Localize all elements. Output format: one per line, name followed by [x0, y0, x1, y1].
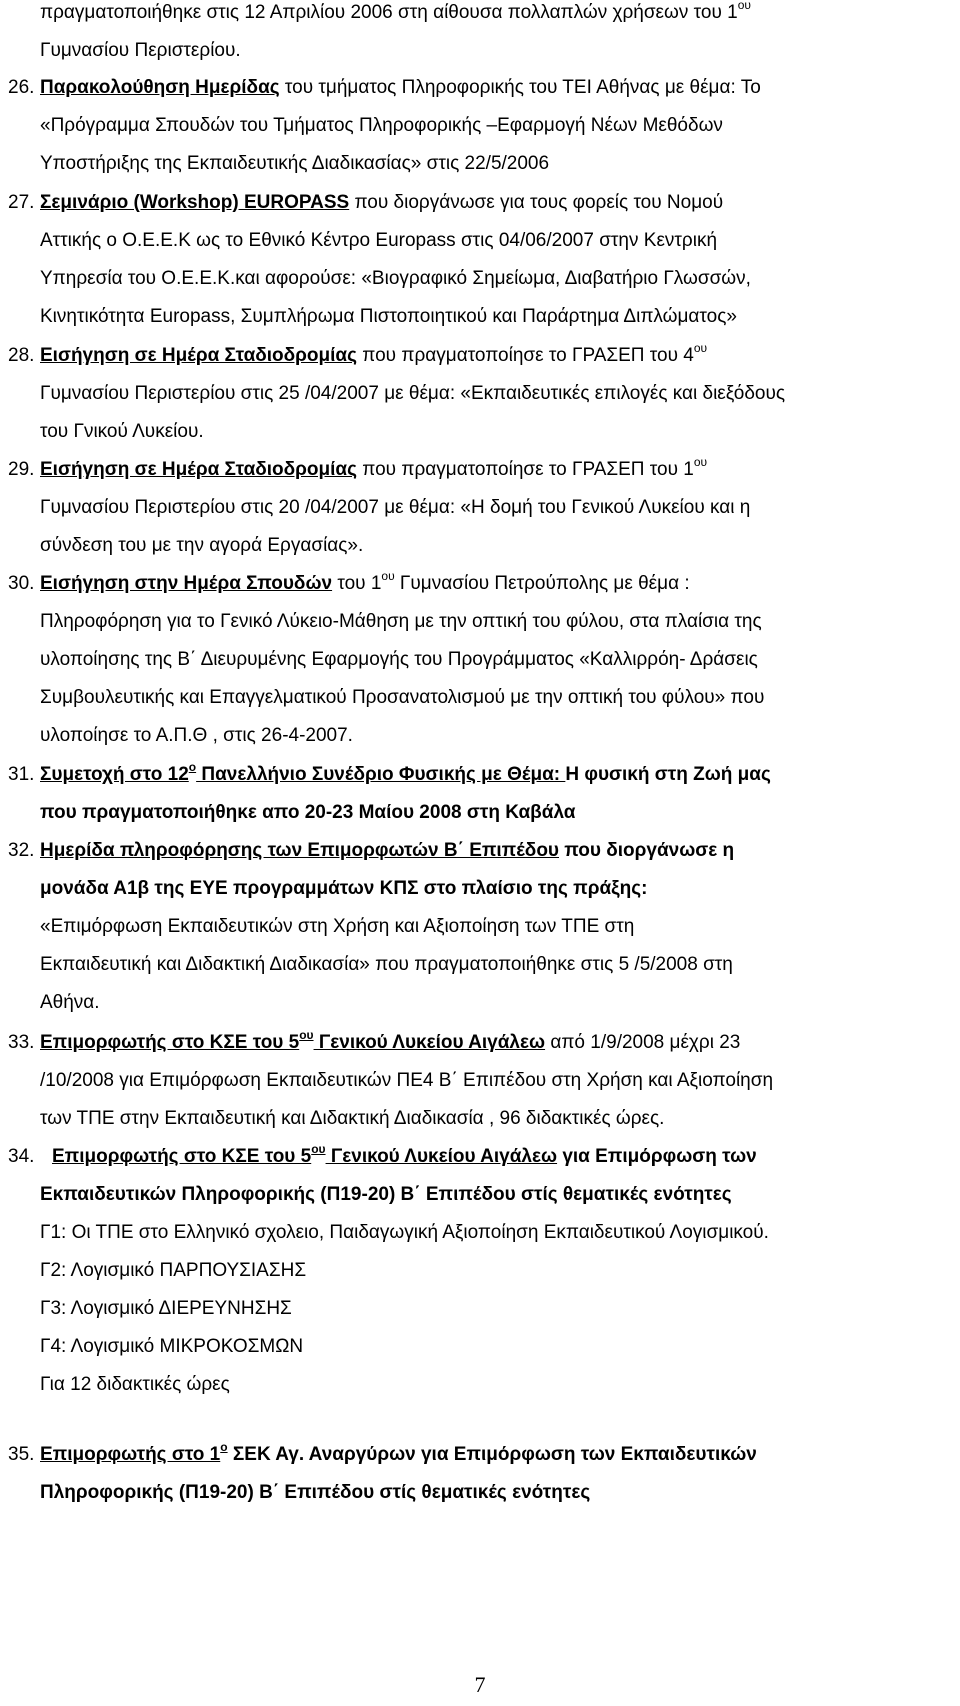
- text-line: Εισήγηση σε Ημέρα Σταδιοδρομίας που πραγματοποίησε το ΓΡΑΣΕΠ του $4^{o\upsilon}$: [40, 340, 708, 366]
- text-line: Επιμορφωτής στο ΚΣΕ του $5^{o\upsilon}$ Γενικού Λυκείου Αιγάλεω για Επιμόρφωση των: [52, 1141, 757, 1167]
- text-line: Γ2: Λογισμικό ΠΑΡΠΟΥΣΙΑΣΗΣ: [40, 1260, 307, 1281]
- item-lead: Εισήγηση σε Ημέρα Σταδιοδρομίας: [40, 345, 357, 366]
- item-number: 35.: [8, 1444, 35, 1465]
- superscript: ου: [693, 340, 708, 355]
- text-line: Εισήγηση στην Ημέρα Σπουδών του $1^{o\upsilon}$ Γυμνασίου Πετρούπολης με θέμα :: [40, 568, 690, 594]
- text-line: πραγματοποιήθηκε στις 12 Απριλίου 2006 στη αίθουσα πολλαπλών χρήσεων του $1^{o\upsilon}$: [40, 2, 751, 24]
- item-number: 28.: [8, 345, 35, 366]
- item-number: 32.: [8, 840, 35, 861]
- item-number: 27.: [8, 192, 35, 213]
- item-lead: Επιμορφωτής στο ΚΣΕ του 5: [52, 1146, 312, 1167]
- superscript: ου: [381, 568, 395, 583]
- page-number: 7: [474, 1672, 486, 1697]
- item-number: 26.: [8, 77, 35, 98]
- text-line: του Γνικού Λυκείου.: [40, 421, 204, 442]
- text-line: «Επιμόρφωση Εκπαιδευτικών στη Χρήση και Αξιοποίηση των ΤΠΕ στη: [40, 916, 635, 937]
- text-line: Πληροφορικής (Π19-20) Β΄ Επιπέδου στίς θεματικές ενότητες: [40, 1482, 591, 1503]
- item-lead: Εισήγηση σε Ημέρα Σταδιοδρομίας: [40, 459, 357, 480]
- item-lead: Σεμινάριο (Workshop) EUROPASS: [40, 192, 350, 213]
- text-line: υλοποίησε το Α.Π.Θ , στις 26-4-2007.: [40, 725, 353, 746]
- item-lead: Εισήγηση στην Ημέρα Σπουδών: [40, 573, 333, 594]
- superscript: ο: [188, 759, 197, 774]
- text-line: «Πρόγραμμα Σπουδών του Τμήματος Πληροφορικής –Εφαρμογή Νέων Μεθόδων: [40, 115, 723, 136]
- text-line: Γυμνασίου Περιστερίου στις 20 /04/2007 με θέμα: «Η δομή του Γενικού Λυκείου και η: [40, 497, 751, 518]
- superscript: ου: [693, 454, 708, 469]
- superscript: ου: [311, 1141, 326, 1156]
- text-line: μονάδα Α1β της ΕΥΕ προγραμμάτων ΚΠΣ στο πλαίσιο της πράξης:: [40, 878, 648, 899]
- text-line: των ΤΠΕ στην Εκπαιδευτική και Διδακτική Διαδικασία , 96 διδακτικές ώρες.: [40, 1108, 665, 1129]
- text-line: Γυμνασίου Περιστερίου στις 25 /04/2007 με θέμα: «Εκπαιδευτικές επιλογές και διεξόδους: [40, 383, 786, 404]
- text-line: Εκπαιδευτικών Πληροφορικής (Π19-20) Β΄ Επιπέδου στίς θεματικές ενότητες: [40, 1184, 732, 1205]
- text-line: Αθήνα.: [40, 992, 100, 1013]
- text-line: που πραγματοποιήθηκε απο 20-23 Μαίου 2008 στη Καβάλα: [40, 802, 576, 823]
- superscript: ου: [299, 1027, 314, 1042]
- text-line: Γ4: Λογισμικό ΜΙΚΡΟΚΟΣΜΩΝ: [40, 1336, 304, 1357]
- item-number: 31.: [8, 764, 35, 785]
- item-number: 30.: [8, 573, 35, 594]
- text-line: Συμβουλευτικής και Επαγγελματικού Προσανατολισμού με την οπτική του φύλου» που: [40, 687, 765, 708]
- text-line: /10/2008 για Επιμόρφωση Εκπαιδευτικών ΠΕ4 Β΄ Επιπέδου στη Χρήση και Αξιοποίηση: [40, 1070, 774, 1091]
- text-line: Γυμνασίου Περιστερίου.: [40, 40, 241, 61]
- item-number: 34.: [8, 1146, 35, 1167]
- item-number: 29.: [8, 459, 35, 480]
- item-lead: Συμετοχή στο 12: [40, 764, 189, 785]
- text-line: Σεμινάριο (Workshop) EUROPASS που διοργάνωσε για τους φορείς του Νομού: [40, 192, 724, 213]
- item-number: 33.: [8, 1032, 35, 1053]
- item-lead: Επιμορφωτής στο 1: [40, 1444, 221, 1465]
- text-line: Επιμορφωτής στο $1^o$ ΣΕΚ Αγ. Αναργύρων για Επιμόρφωση των Εκπαιδευτικών: [40, 1439, 757, 1465]
- text-line: Υπηρεσία του Ο.Ε.Ε.Κ.και αφορούσε: «Βιογραφικό Σημείωμα, Διαβατήριο Γλωσσών,: [40, 268, 751, 289]
- text-line: Γ3: Λογισμικό ΔΙΕΡΕΥΝΗΣΗΣ: [40, 1298, 292, 1319]
- item-lead: Ημερίδα πληροφόρησης των Επιμορφωτών Β΄ Επιπέδου: [40, 840, 559, 861]
- text-line: Παρακολούθηση Ημερίδας του τμήματος Πληροφορικής του ΤΕΙ Αθήνας με θέμα: Το: [40, 77, 761, 98]
- text-line: σύνδεση του με την αγορά Εργασίας».: [40, 535, 364, 556]
- text-line: Εκπαιδευτική και Διδακτική Διαδικασία» που πραγματοποιήθηκε στις 5 /5/2008 στη: [40, 954, 733, 975]
- text-line: Για 12 διδακτικές ώρες: [40, 1374, 230, 1395]
- item-lead: Επιμορφωτής στο ΚΣΕ του 5: [40, 1032, 300, 1053]
- superscript: ο: [220, 1439, 228, 1454]
- text-line: Ημερίδα πληροφόρησης των Επιμορφωτών Β΄ Επιπέδου που διοργάνωσε η: [40, 840, 735, 861]
- text-line: Υποστήριξης της Εκπαιδευτικής Διαδικασίας» στις 22/5/2006: [40, 153, 550, 174]
- text-line: Εισήγηση σε Ημέρα Σταδιοδρομίας που πραγματοποίησε το ΓΡΑΣΕΠ του $1^{o\upsilon}$: [40, 454, 708, 480]
- superscript: ου: [737, 0, 751, 12]
- text-line: Επιμορφωτής στο ΚΣΕ του $5^{o\upsilon}$ Γενικού Λυκείου Αιγάλεω από 1/9/2008 μέχρι 23: [40, 1027, 741, 1053]
- text-line: Συμετοχή στο $12^o$ Πανελλήνιο Συνέδριο Φυσικής με Θέμα: Η φυσική στη Ζωή μας: [40, 759, 771, 785]
- item-lead: Παρακολούθηση Ημερίδας: [40, 77, 280, 98]
- text-line: Κινητικότητα Europass, Συμπλήρωμα Πιστοποιητικού και Παράρτημα Διπλώματος»: [40, 306, 737, 327]
- text-line: Αττικής ο Ο.Ε.Ε.Κ ως το Εθνικό Κέντρο Europass στις 04/06/2007 στην Κεντρική: [40, 230, 718, 251]
- text-line: Πληροφόρηση για το Γενικό Λύκειο-Μάθηση με την οπτική του φύλου, στα πλαίσια της: [40, 611, 762, 632]
- text-line: Γ1: Οι ΤΠΕ στο Ελληνικό σχολειο, Παιδαγωγική Αξιοποίηση Εκπαιδευτικού Λογισμικού.: [40, 1222, 769, 1243]
- text-line: υλοποίησης της Β΄ Διευρυμένης Εφαρμογής του Προγράμματος «Καλλιρρόη- Δράσεις: [40, 649, 758, 670]
